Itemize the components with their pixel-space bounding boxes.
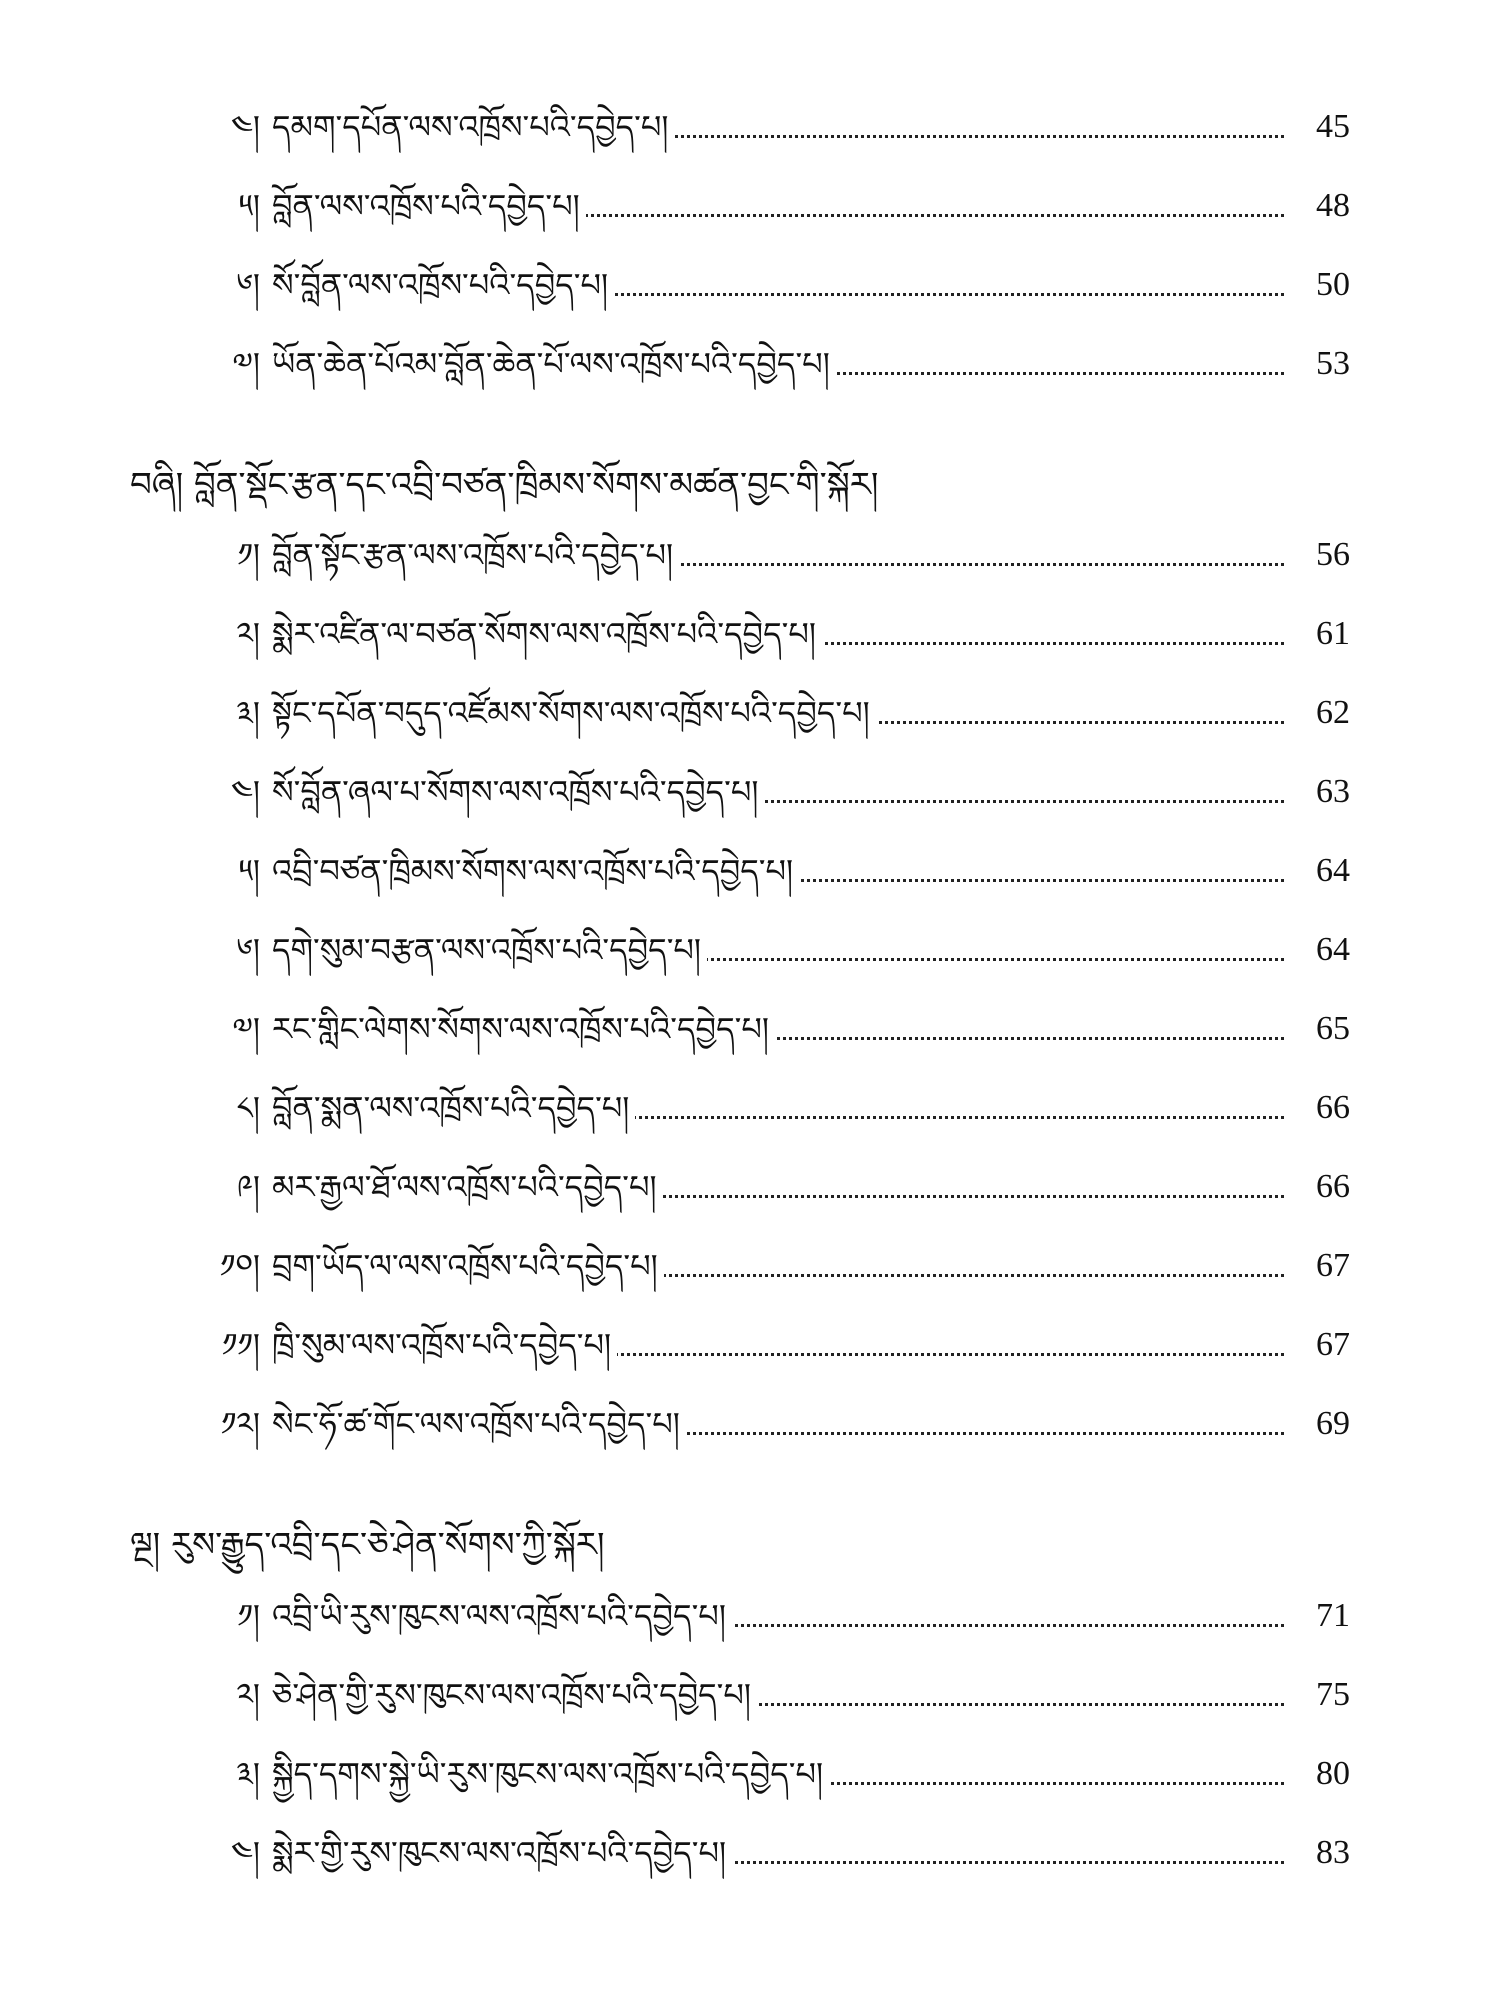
entry-number: ༤། xyxy=(230,773,260,811)
toc-entry[interactable] xyxy=(0,604,1500,664)
entry-title: བློན་སྨན་ལས་འཁྲོས་པའི་དབྱེད་པ། xyxy=(272,1078,635,1138)
entry-title: བློན་ལས་འཁྲོས་པའི་དབྱེད་པ། xyxy=(272,176,586,236)
entry-number: ༥། xyxy=(238,852,260,890)
toc-entry[interactable] xyxy=(0,999,1500,1059)
entry-number: ༡༠། xyxy=(219,1247,260,1285)
entry-page-number: 71 xyxy=(1284,1586,1350,1646)
entry-page-number: 66 xyxy=(1284,1078,1350,1138)
entry-title: བྲག་ཡོད་ལ་ལས་འཁྲོས་པའི་དབྱེད་པ། xyxy=(272,1236,664,1296)
toc-entry[interactable] xyxy=(0,176,1500,236)
toc-entry[interactable] xyxy=(0,1394,1500,1454)
entry-page-number: 67 xyxy=(1284,1236,1350,1296)
entry-page-number: 45 xyxy=(1284,97,1350,157)
entry-title: འབྲི་ཡི་རུས་ཁུངས་ལས་འཁྲོས་པའི་དབྱེད་པ། xyxy=(272,1586,732,1646)
entry-page-number: 69 xyxy=(1284,1394,1350,1454)
toc-entry[interactable] xyxy=(0,1315,1500,1375)
entry-title: མར་རྒྱལ་ཐོ་ལས་འཁྲོས་པའི་དབྱེད་པ། xyxy=(272,1157,663,1217)
entry-title: རང་གླིང་ལེགས་སོགས་ལས་འཁྲོས་པའི་དབྱེད་པ། xyxy=(272,999,775,1059)
toc-entry[interactable] xyxy=(0,841,1500,901)
entry-title: སྨེར་འཛིན་ལ་བཙན་སོགས་ལས་འཁྲོས་པའི་དབྱེད་པ། xyxy=(272,604,822,664)
entry-number: ༤། xyxy=(230,1834,260,1872)
entry-number: ༡༡། xyxy=(221,1326,260,1364)
entry-title: བློན་སྟོང་རྩན་ལས་འཁྲོས་པའི་དབྱེད་པ། xyxy=(272,525,679,585)
entry-number: ༡། xyxy=(237,536,260,574)
entry-number: ༦། xyxy=(236,931,260,969)
entry-title: སྐྱིད་དགས་སྐྱེ་ཡི་རུས་ཁུངས་ལས་འཁྲོས་པའི་དབྱེད་པ། xyxy=(272,1744,829,1804)
toc-entry[interactable] xyxy=(0,1157,1500,1217)
entry-title: སོ་བློན་ཞལ་པ་སོགས་ལས་འཁྲོས་པའི་དབྱེད་པ། xyxy=(272,762,765,822)
entry-number: ༢། xyxy=(236,615,260,653)
entry-number: ༧། xyxy=(232,345,260,383)
entry-page-number: 67 xyxy=(1284,1315,1350,1375)
entry-number: ༡། xyxy=(237,1597,260,1635)
entry-number: ༥། xyxy=(238,187,260,225)
toc-entry[interactable] xyxy=(0,1665,1500,1725)
entry-title: ཁྲི་སུམ་ལས་འཁྲོས་པའི་དབྱེད་པ། xyxy=(272,1315,617,1375)
toc-entry[interactable] xyxy=(0,920,1500,980)
entry-title: སྨེར་གྱི་རུས་ཁུངས་ལས་འཁྲོས་པའི་དབྱེད་པ། xyxy=(272,1823,732,1883)
toc-entry[interactable] xyxy=(0,1823,1500,1883)
entry-title: ཅེ་ཤེན་གྱི་རུས་ཁུངས་ལས་འཁྲོས་པའི་དབྱེད་པ། xyxy=(272,1665,757,1725)
entry-page-number: 56 xyxy=(1284,525,1350,585)
toc-entry[interactable] xyxy=(0,762,1500,822)
entry-title: སེང་ཧོ་ཚ་གོང་ལས་འཁྲོས་པའི་དབྱེད་པ། xyxy=(272,1394,686,1454)
entry-number: ༤། xyxy=(230,108,260,146)
entry-page-number: 50 xyxy=(1284,255,1350,315)
entry-title: ཡོན་ཆེན་པོའམ་བློན་ཆེན་པོ་ལས་འཁྲོས་པའི་དབྱེད་པ། xyxy=(272,334,836,394)
entry-page-number: 64 xyxy=(1284,920,1350,980)
entry-title: འབྲི་བཙན་ཁྲིམས་སོགས་ལས་འཁྲོས་པའི་དབྱེད་པ། xyxy=(272,841,799,901)
entry-title: དམག་དཔོན་ལས་འཁྲོས་པའི་དབྱེད་པ། xyxy=(272,97,675,157)
entry-title: སྟོང་དཔོན་བདུད་འཛོམས་སོགས་ལས་འཁྲོས་པའི་དབྱེད་པ། xyxy=(272,683,876,743)
toc-entry[interactable] xyxy=(0,255,1500,315)
entry-page-number: 53 xyxy=(1284,334,1350,394)
entry-number: ༡༢། xyxy=(220,1405,260,1443)
section-heading: ལྔ། རུས་རྒྱུད་འབྲི་དང་ཅེ་ཤེན་སོགས་ཀྱི་སྐོར། xyxy=(130,1525,605,1565)
entry-page-number: 75 xyxy=(1284,1665,1350,1725)
toc-entry[interactable] xyxy=(0,1586,1500,1646)
toc-entry[interactable] xyxy=(0,334,1500,394)
entry-page-number: 61 xyxy=(1284,604,1350,664)
entry-page-number: 48 xyxy=(1284,176,1350,236)
entry-number: ༩། xyxy=(236,1168,260,1206)
entry-number: ༣། xyxy=(236,694,260,732)
entry-page-number: 83 xyxy=(1284,1823,1350,1883)
section-heading: བཞི། བློན་སྡོང་རྩན་དང་འབྲི་བཙན་ཁྲིམས་སོགས་མཚན་བྱང་གི་སྐོར། xyxy=(130,465,879,505)
entry-page-number: 64 xyxy=(1284,841,1350,901)
entry-page-number: 65 xyxy=(1284,999,1350,1059)
toc-entry[interactable] xyxy=(0,1744,1500,1804)
toc-entry[interactable] xyxy=(0,525,1500,585)
entry-number: ༣། xyxy=(236,1755,260,1793)
toc-entry[interactable] xyxy=(0,683,1500,743)
entry-title: སོ་བློན་ལས་འཁྲོས་པའི་དབྱེད་པ། xyxy=(272,255,614,315)
entry-page-number: 62 xyxy=(1284,683,1350,743)
entry-number: ༦། xyxy=(236,266,260,304)
entry-page-number: 66 xyxy=(1284,1157,1350,1217)
entry-number: ༢། xyxy=(236,1676,260,1714)
toc-entry[interactable] xyxy=(0,97,1500,157)
toc-entry[interactable] xyxy=(0,1236,1500,1296)
entry-page-number: 63 xyxy=(1284,762,1350,822)
toc-entry[interactable] xyxy=(0,1078,1500,1138)
entry-page-number: 80 xyxy=(1284,1744,1350,1804)
entry-number: ༧། xyxy=(232,1010,260,1048)
entry-title: དགེ་སུམ་བརྩན་ལས་འཁྲོས་པའི་དབྱེད་པ། xyxy=(272,920,707,980)
entry-number: ༨། xyxy=(236,1089,260,1127)
